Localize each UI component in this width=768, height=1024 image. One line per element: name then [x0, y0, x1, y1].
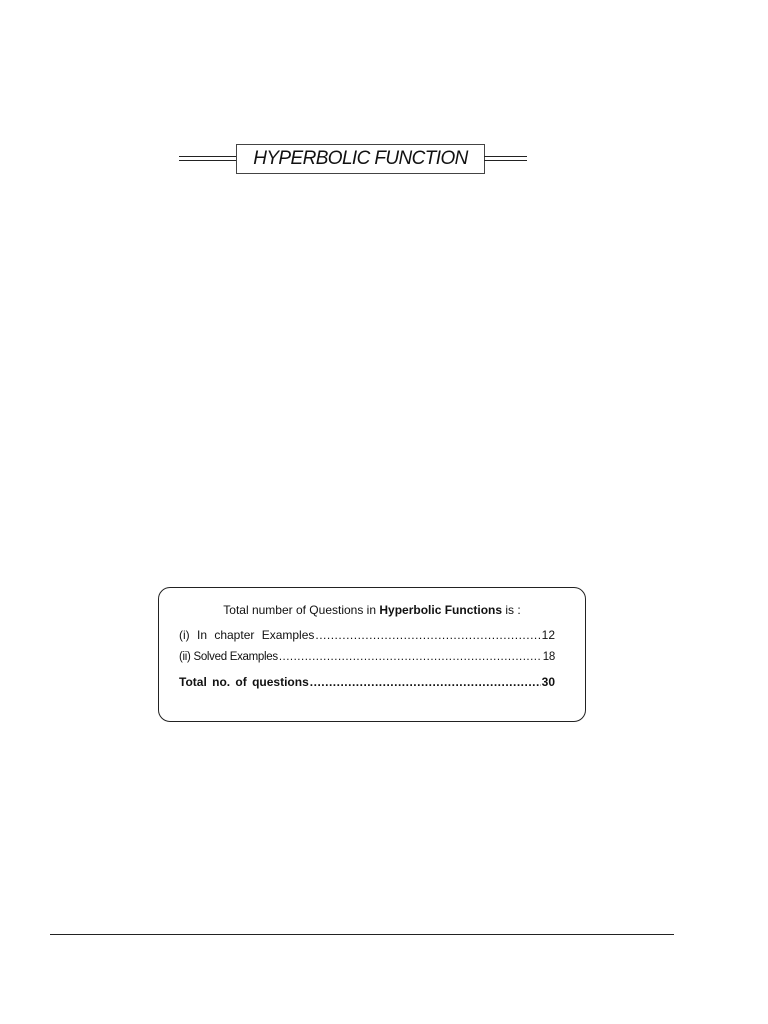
- question-summary-box: [158, 587, 586, 722]
- chapter-title-banner: [179, 144, 527, 174]
- chapter-title: HYPERBOLIC FUNCTION: [253, 148, 468, 169]
- summary-row-solved-examples: [179, 651, 555, 663]
- row-label: (i) In chapter Examples: [179, 628, 315, 642]
- summary-heading-suffix: is :: [502, 603, 521, 617]
- row-value: 12: [541, 628, 555, 642]
- row-value: 18: [542, 651, 555, 663]
- summary-row-chapter-examples: [179, 628, 555, 642]
- row-label: Total no. of questions: [179, 675, 309, 689]
- summary-heading-prefix: Total number of Questions in: [223, 603, 380, 617]
- summary-heading: [159, 603, 585, 617]
- summary-heading-topic: Hyperbolic Functions: [379, 603, 503, 617]
- dot-leader: [310, 675, 541, 689]
- title-rule-left: [179, 156, 237, 161]
- row-label: (ii) Solved Examples: [179, 651, 278, 663]
- footer-rule: [50, 934, 674, 935]
- title-rule-right: [484, 156, 527, 161]
- chapter-title-box: [236, 144, 485, 174]
- dot-leader: [315, 628, 540, 642]
- dot-leader: [279, 651, 542, 663]
- row-value: 30: [541, 675, 555, 689]
- summary-row-total: [179, 675, 555, 689]
